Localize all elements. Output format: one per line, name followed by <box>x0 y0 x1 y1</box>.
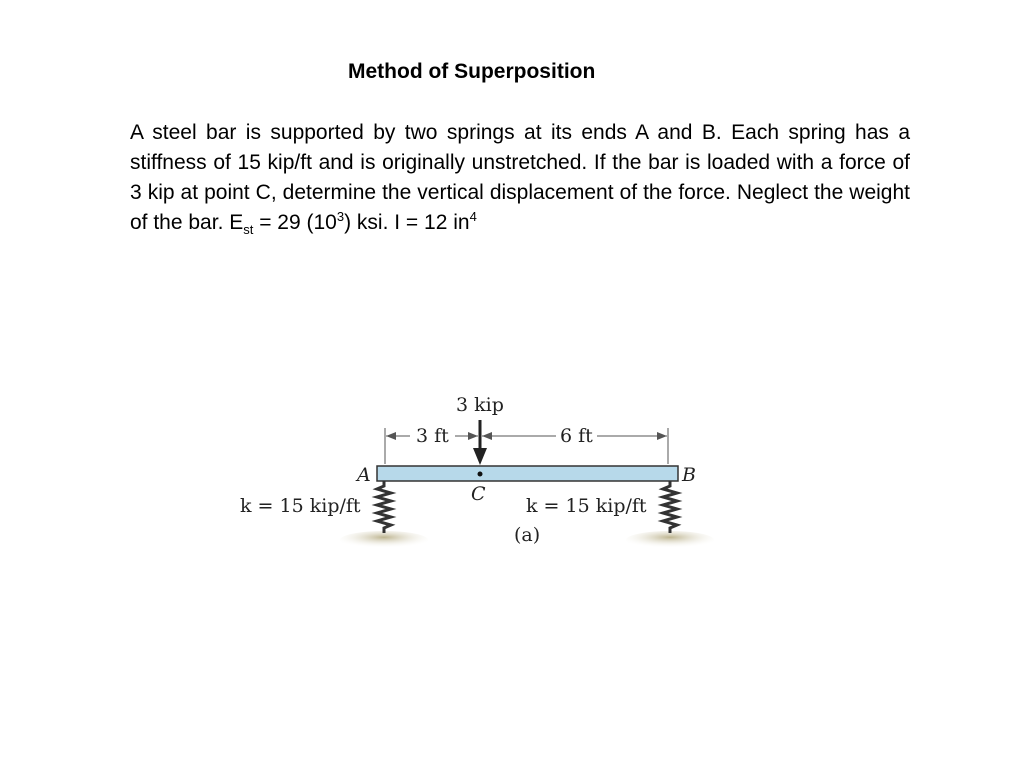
point-c-label: C <box>471 483 486 505</box>
dim-arrowhead-c-left <box>468 432 478 440</box>
load-arrow-head <box>473 448 487 465</box>
power-exponent: 3 <box>336 209 345 224</box>
dim-arrowhead-left <box>386 432 396 440</box>
right-ground-support <box>626 531 714 549</box>
dim-label-right: 6 ft <box>560 425 593 447</box>
statement-part-3: ) ksi. I = 12 in <box>344 211 470 234</box>
left-spring <box>377 481 391 533</box>
right-spring-stiffness-label: k = 15 kip/ft <box>526 495 647 517</box>
statement-part-1: A steel bar is supported by two springs at its ends A and B. Each spring has a stiffness of 15 kip/ft and is originally unstretched. If the bar is loaded with a force of 3 kip at point C, determine the vertical displacement of the force. Neglect the weight of the bar. E <box>130 121 910 234</box>
load-label: 3 kip <box>456 394 504 416</box>
left-ground-support <box>340 531 428 549</box>
statement-part-2: = 29 (10 <box>253 211 337 234</box>
steel-bar <box>377 466 678 481</box>
point-c-marker <box>478 472 483 477</box>
dim-label-left: 3 ft <box>416 425 449 447</box>
point-a-label: A <box>357 464 371 486</box>
left-spring-stiffness-label: k = 15 kip/ft <box>240 495 361 517</box>
inertia-exponent: 4 <box>469 209 477 224</box>
point-b-label: B <box>682 464 696 486</box>
slide-title: Method of Superposition <box>348 60 596 83</box>
right-spring <box>663 481 677 533</box>
dim-arrowhead-right <box>657 432 667 440</box>
dim-arrowhead-c-right <box>482 432 492 440</box>
figure-caption: (a) <box>514 524 541 546</box>
elastic-modulus-subscript: st <box>243 222 254 238</box>
